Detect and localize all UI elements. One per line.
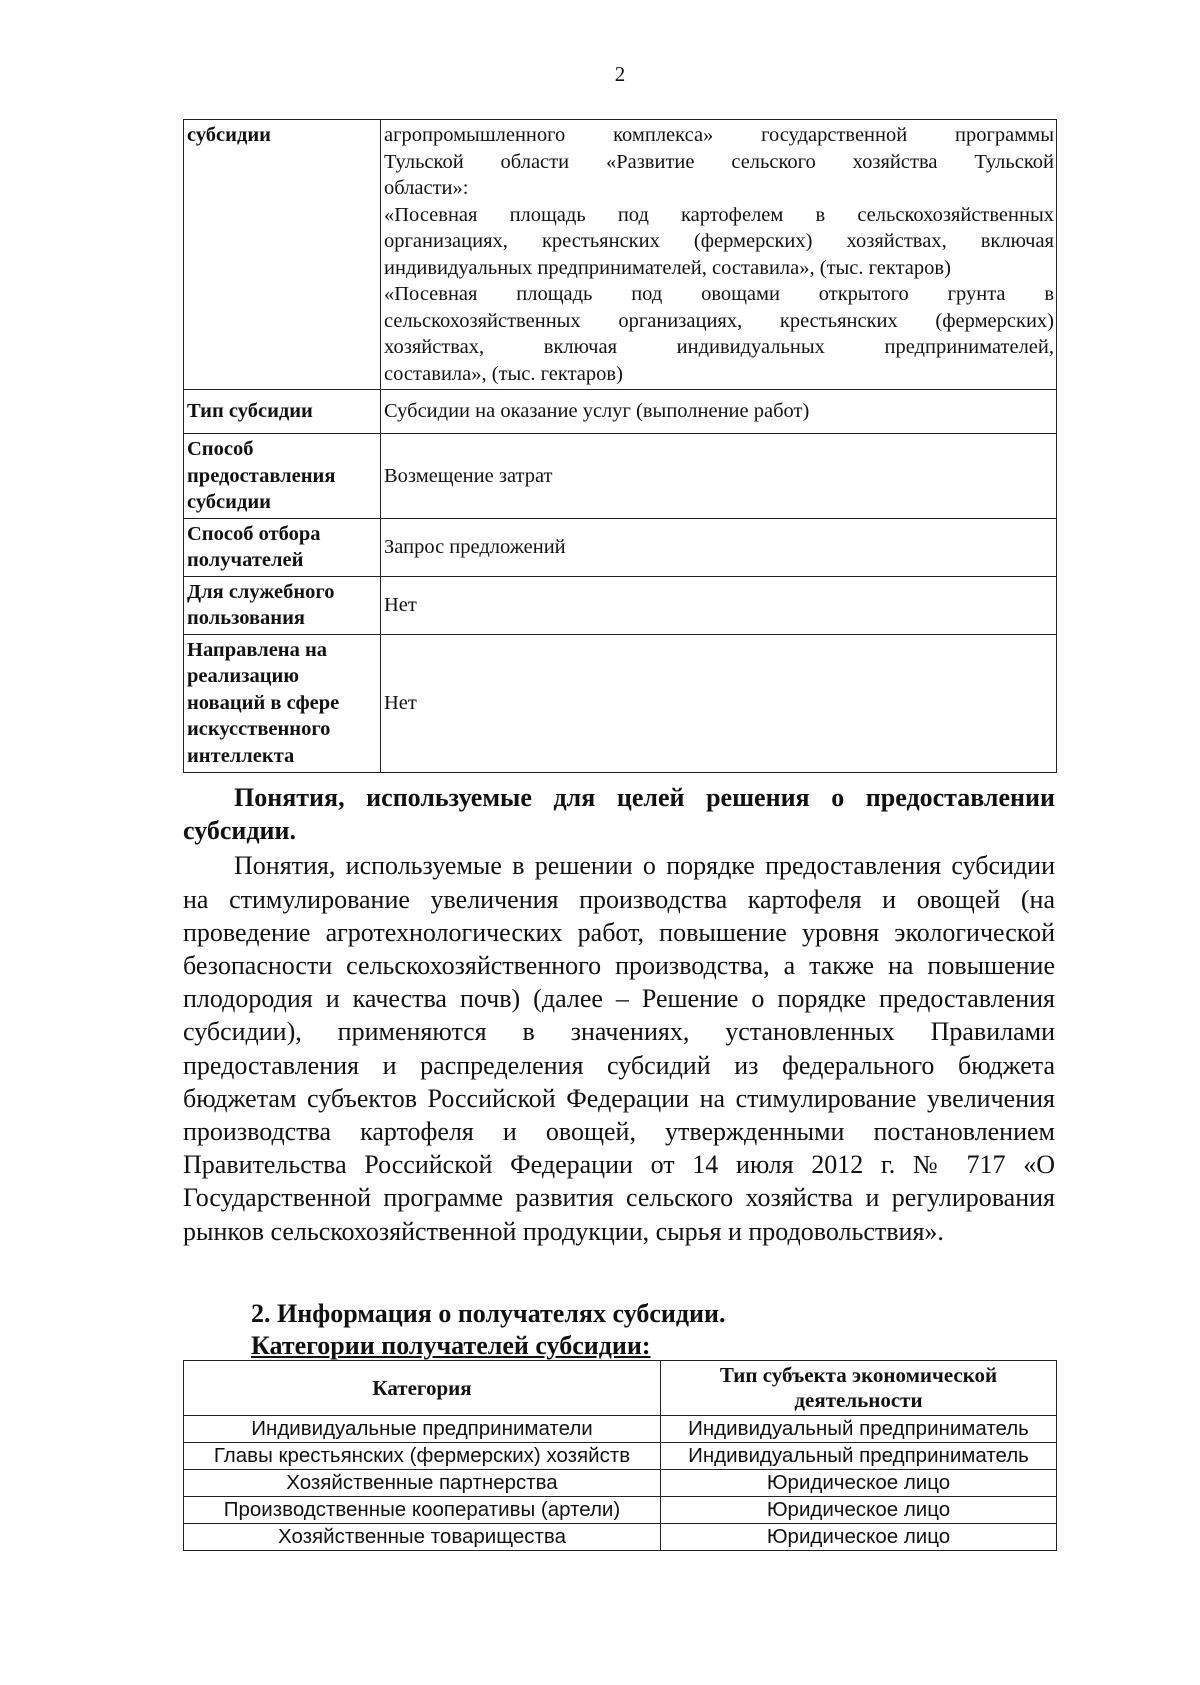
table-cell: Юридическое лицо: [661, 1524, 1057, 1551]
column-header: Категория: [184, 1361, 661, 1416]
row-label: Направлена на реализацию новаций в сфере искусственного интеллекта: [184, 634, 381, 772]
row-value: Нет: [381, 576, 1057, 634]
value-line: индивидуальных предпринимателей, составила», (тыс. гектаров): [384, 256, 951, 279]
row-label: Способ предоставления субсидии: [184, 434, 381, 519]
row-value: Запрос предложений: [381, 518, 1057, 576]
table-row: [184, 1497, 1057, 1524]
concepts-title: Понятия, используемые для целей решения о предоставлении субсидии.: [183, 783, 1055, 846]
row-value: Нет: [381, 634, 1057, 772]
value-line: Тульской области «Развитие сельского хозяйства Тульской: [384, 150, 1054, 173]
value-line: хозяйствах, включая индивидуальных предпринимателей,: [384, 336, 1054, 358]
value-line: «Посевная площадь под картофелем в сельскохозяйственных: [384, 203, 1054, 226]
row-label: Тип субсидии: [184, 390, 381, 434]
row-value: [381, 120, 1057, 390]
table-row: [184, 1416, 1057, 1443]
table-cell: Хозяйственные партнерства: [184, 1470, 661, 1497]
row-label: Способ отбора получателей: [184, 518, 381, 576]
table-cell: Индивидуальные предприниматели: [184, 1416, 661, 1443]
table-row: [184, 120, 1057, 390]
table-row: [184, 518, 1057, 576]
section-title: 2. Информация о получателях субсидии.: [251, 1299, 726, 1328]
subsidy-info-table: [183, 119, 1057, 773]
value-line: области»:: [384, 177, 469, 199]
table-cell: Производственные кооперативы (артели): [184, 1497, 661, 1524]
concepts-body: Понятия, используемые в решении о порядке предоставления субсидии на стимулирование увеличения производства картофеля и овощей (на проведение агротехнологических работ, повышение уровня экологической безопасности сельскохозяйственного производства, а также на повышение плодородия и качества почв) (далее – Решение о порядке предоставления субсидии), применяются в значениях, установленных Правилами предоставления и распределения субсидий из федерального бюджета бюджетам субъектов Российской Федерации на стимулирование увеличения производства картофеля и овощей, утвержденными постановлением Правительства Российской Федерации от 14 июля 2012 г. № 717 «О Государственной программе развития сельского хозяйства и регулирования рынков сельскохозяйственной продукции, сырья и продовольствия».: [183, 851, 1055, 1246]
page-number: 2: [614, 62, 626, 86]
row-value: Субсидии на оказание услуг (выполнение работ): [381, 390, 1057, 434]
table-row: [184, 390, 1057, 434]
table-cell: Главы крестьянских (фермерских) хозяйств: [184, 1443, 661, 1470]
table-row: [184, 1443, 1057, 1470]
value-line: составила», (тыс. гектаров): [384, 362, 623, 385]
table-row: [184, 434, 1057, 519]
value-line: организациях, крестьянских (фермерских) хозяйствах, включая: [384, 230, 1054, 252]
value-line: агропромышленного комплекса» государственной программы: [384, 124, 1054, 146]
table-row: [184, 1524, 1057, 1551]
section-subtitle: Категории получателей субсидии:: [251, 1331, 651, 1360]
table-cell: Индивидуальный предприниматель: [661, 1443, 1057, 1470]
row-value: Возмещение затрат: [381, 434, 1057, 519]
table-row: [184, 634, 1057, 772]
recipient-categories-table: [183, 1360, 1057, 1551]
table-header-row: [184, 1361, 1057, 1416]
concepts-section: [183, 781, 1055, 1248]
table-row: [184, 576, 1057, 634]
table-cell: Юридическое лицо: [661, 1470, 1057, 1497]
table-row: [184, 1470, 1057, 1497]
row-label: субсидии: [184, 120, 381, 390]
row-label: Для служебного пользования: [184, 576, 381, 634]
value-line: «Посевная площадь под овощами открытого грунта в: [384, 283, 1054, 305]
value-line: сельскохозяйственных организациях, крестьянских (фермерских): [384, 309, 1054, 332]
table-cell: Индивидуальный предприниматель: [661, 1416, 1057, 1443]
table-cell: Юридическое лицо: [661, 1497, 1057, 1524]
column-header: Тип субъекта экономической деятельности: [661, 1361, 1057, 1416]
table-cell: Хозяйственные товарищества: [184, 1524, 661, 1551]
